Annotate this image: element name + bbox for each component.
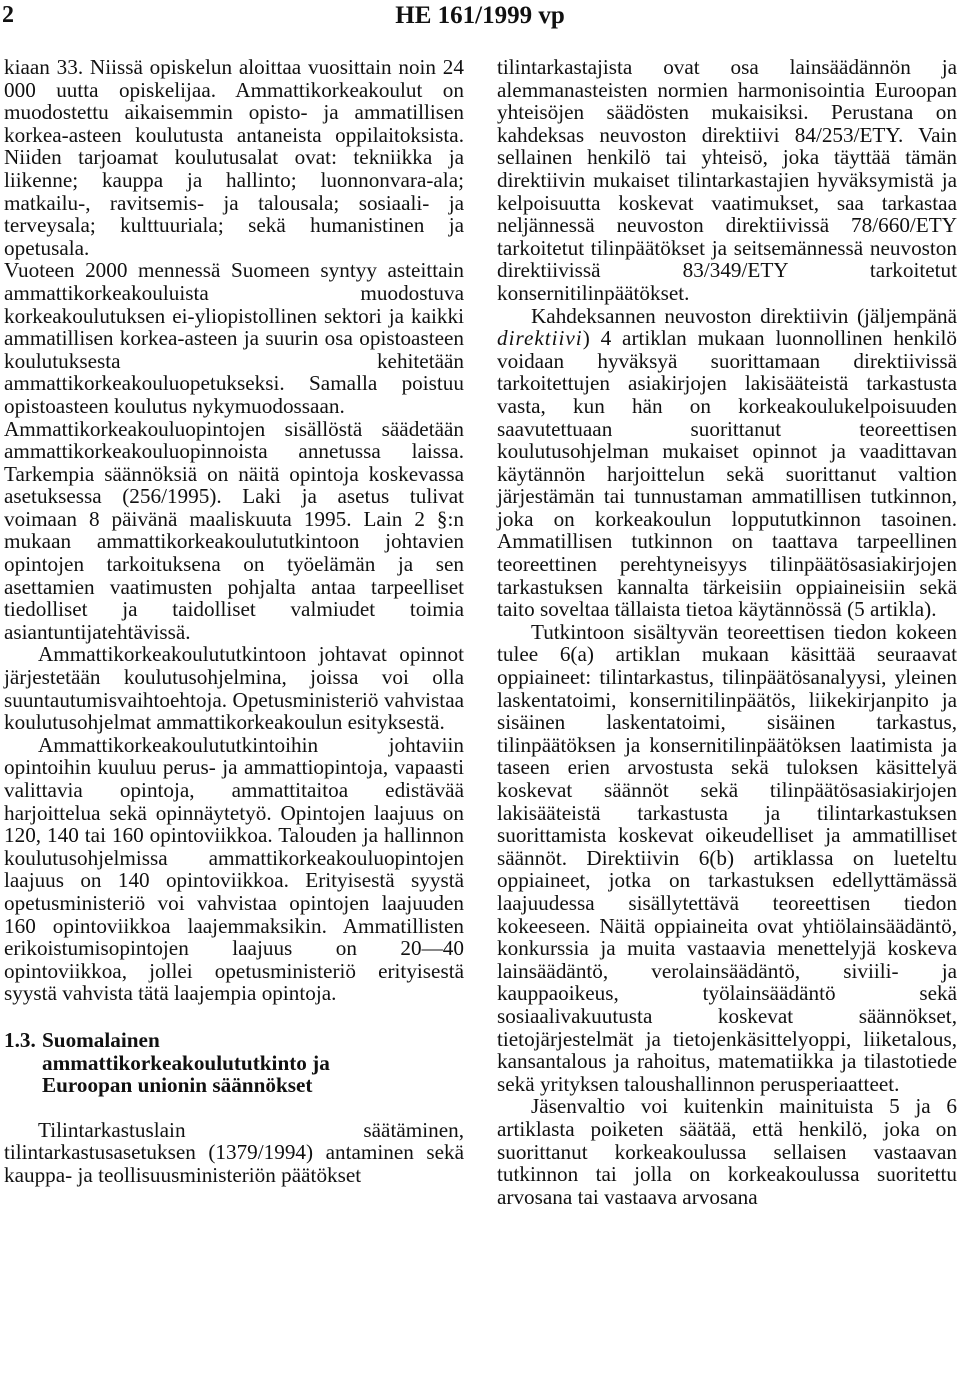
paragraph: Ammattikorkeakoulututkintoihin johtaviin opintoihin kuuluu perus- ja ammattiopintoja, vapaasti valittavia opintoja, ammattitaitoa edistävää harjoittelua sekä opinnäytetyö. Opintojen laajuus on 120, 140 tai 160 opintoviikkoa. Talouden ja hallinnon koulutusohjelmissa ammattikorkeakouluopintojen laajuus on 140 opintoviikkoa. Erityisestä syystä opetusministeriö voi vahvistaa opintojen laajuuden 160 opintoviikkoa laajemmaksikin. Ammatillisten erikoistumisopintojen laajuus on 20—40 opintoviikkoa, jollei opetusministeriö erityisestä syystä vahvista tätä laajempia opintoja. (4, 732, 464, 1006)
section-title: Suomalainen ammattikorkeakoulututkinto ja Euroopan unionin säännökset (42, 1027, 330, 1098)
document-id: HE 161/1999 vp (395, 2, 565, 29)
paragraph: Tutkintoon sisältyvän teoreettisen tiedon kokeen tulee 6(a) artiklan mukaan käsittää seuraavat oppiaineet: tilintarkastus, tilinpäätösanalyysi, yleinen laskentatoimi, konsernitilinpäätös, liikekirjanpito ja sisäinen laskentatoimi, sisäinen tarkastus, tilinpäätöksen ja konsernitilinpäätöksen laatimista ja taseen erien arvostusta sekä tuloksen käsittelyä koskevat säännöt sekä tilinpäätösasiakirjojen lakisääteistä tarkastusta ja tilintarkastuksen suorittamista koskevat oikeudelliset ja ammatilliset säännöt. Direktiivin 6(b) artiklassa on lueteltu oppiaineet, jotka on tarkastuksen edellyttämässä laajuudessa sisällytettävä teoreettisen tiedon kokeeseen. Näitä oppiaineita ovat yhtiölainsäädäntö, konkurssia ja muita vastaavia menettelyjä koskeva lainsäädäntö, verolainsäädäntö, siviili- ja kauppaoikeus, työlainsäädäntö sekä sosiaalivakuutusta koskevat säännökset, tietojärjestelmät ja tietojenkäsittelyoppi, liiketalous, kansantalous ja rahoitus, matematiikka ja tilastotiede sekä yrityksen taloushallinnon perusperiaatteet. (497, 619, 957, 1096)
right-column (497, 56, 957, 1208)
left-column (4, 56, 464, 1187)
paragraph: tilintarkastajista ovat osa lainsäädännön ja alemmanasteisten normien harmonisointia Euroopan yhteisöjen säädösten mukaisiksi. Perustana on kahdeksas neuvoston direktiivi 84/253/ETY. Vain sellainen henkilö tai yhteisö, joka täyttää tämän direktiivin mukaiset tilintarkastajien hyväksymistä ja kelpoisuutta koskevat vaatimukset, saa tarkastaa neljännessä neuvoston direktiivissä 78/660/ETY tarkoitetut tilinpäätökset ja seitsemännessä neuvoston direktiivissä 83/349/ETY tarkoitetut konsernitilinpäätökset. (497, 55, 957, 305)
section-number: 1.3. (4, 1027, 36, 1052)
defined-term: direktiivi (497, 326, 583, 351)
paragraph: Tilintarkastuslain säätäminen, tilintarkastusasetuksen (1379/1994) antaminen sekä kauppa- ja teollisuusministeriön päätökset (4, 1117, 464, 1187)
paragraph: Ammattikorkeakouluopintojen sisällöstä säädetään ammattikorkeakouluopinnoista annetussa laissa. Tarkempia säännöksiä on näitä opintoja koskevassa asetuksessa (256/1995). Laki ja asetus tulivat voimaan 8 päivänä maaliskuuta 1995. Lain 2 §:n mukaan ammattikorkeakoulututkintoon johtavien opintojen tarkoituksena on työelämän ja sen asettamien vaatimusten pohjalta antaa tarpeelliset tiedolliset ja taidolliset valmiudet toimia asiantuntijatehtävissä. (4, 416, 464, 644)
paragraph-text: Kahdeksannen neuvoston direktiivin (jäljempänä (531, 303, 957, 328)
page-header (0, 2, 960, 36)
page-number: 2 (2, 2, 14, 28)
paragraph (497, 305, 957, 621)
paragraph-text: ) 4 artiklan mukaan luonnollinen henkilö voidaan hyväksyä suorittamaan direktiivissä tarkoitettujen asiakirjojen lakisääteistä tarkastusta vasta, kun hän on korkeakoulukelpoisuuden saavutettuaan suorittanut teoreettisen koulutusohjelman mukaiset opinnot ja vaadittavan käytännön harjoittelun sekä suorittanut valtion järjestämän tai tunnustaman ammatillisen tutkinnon, joka on korkeakoulun loppututkinnon tasoinen. Ammatillisen tutkinnon on taattava tarpeellinen teoreettinen perehtyneisyys tilinpäätösasiakirjojen tarkastuksen kannalta tärkeisiin oppiaineisiin sekä taito soveltaa tällaista tietoa käytännössä (5 artikla). (497, 326, 957, 622)
paragraph: Vuoteen 2000 mennessä Suomeen syntyy asteittain ammattikorkeakouluista muodostuva korkeakoulutuksen ei-yliopistollinen sektori ja kaikki ammatillisen korkea-asteen ja suurin osa opistoasteen koulutuksesta kehitetään ammattikorkeakouluopetukseksi. Samalla poistuu opistoasteen koulutus nykymuodossaan. (4, 258, 464, 418)
paragraph: kiaan 33. Niissä opiskelun aloittaa vuosittain noin 24 000 uutta opiskelijaa. Ammattikorkeakoulut on muodostettu aikaisemmin opisto- ja ammatillisen korkea-asteen koulutusta antaneista oppilaitoksista. Niiden tarjoamat koulutusalat ovat: tekniikka ja liikenne; kauppa ja hallinto; luonnonvara-ala; matkailu-, ravitsemis- ja talousala; sosiaali- ja terveysala; kulttuuriala; sekä humanistinen ja opetusala. (4, 55, 464, 260)
section-heading (4, 1029, 464, 1097)
paragraph: Ammattikorkeakoulututkintoon johtavat opinnot järjestetään koulutusohjelmina, joissa voi olla suuntautumisvaihtoehtoja. Opetusministeriö vahvistaa koulutusohjelmat ammattikorkeakoulun esityksestä. (4, 642, 464, 735)
paragraph: Jäsenvaltio voi kuitenkin mainituista 5 ja 6 artiklasta poiketen säätää, että henkilö, joka on suorittanut korkeakoulussa sellaisen vastaavan tutkinnon tai jolla on korkeakoulussa suoritettu arvosana tai vastaava arvosana (497, 1094, 957, 1209)
